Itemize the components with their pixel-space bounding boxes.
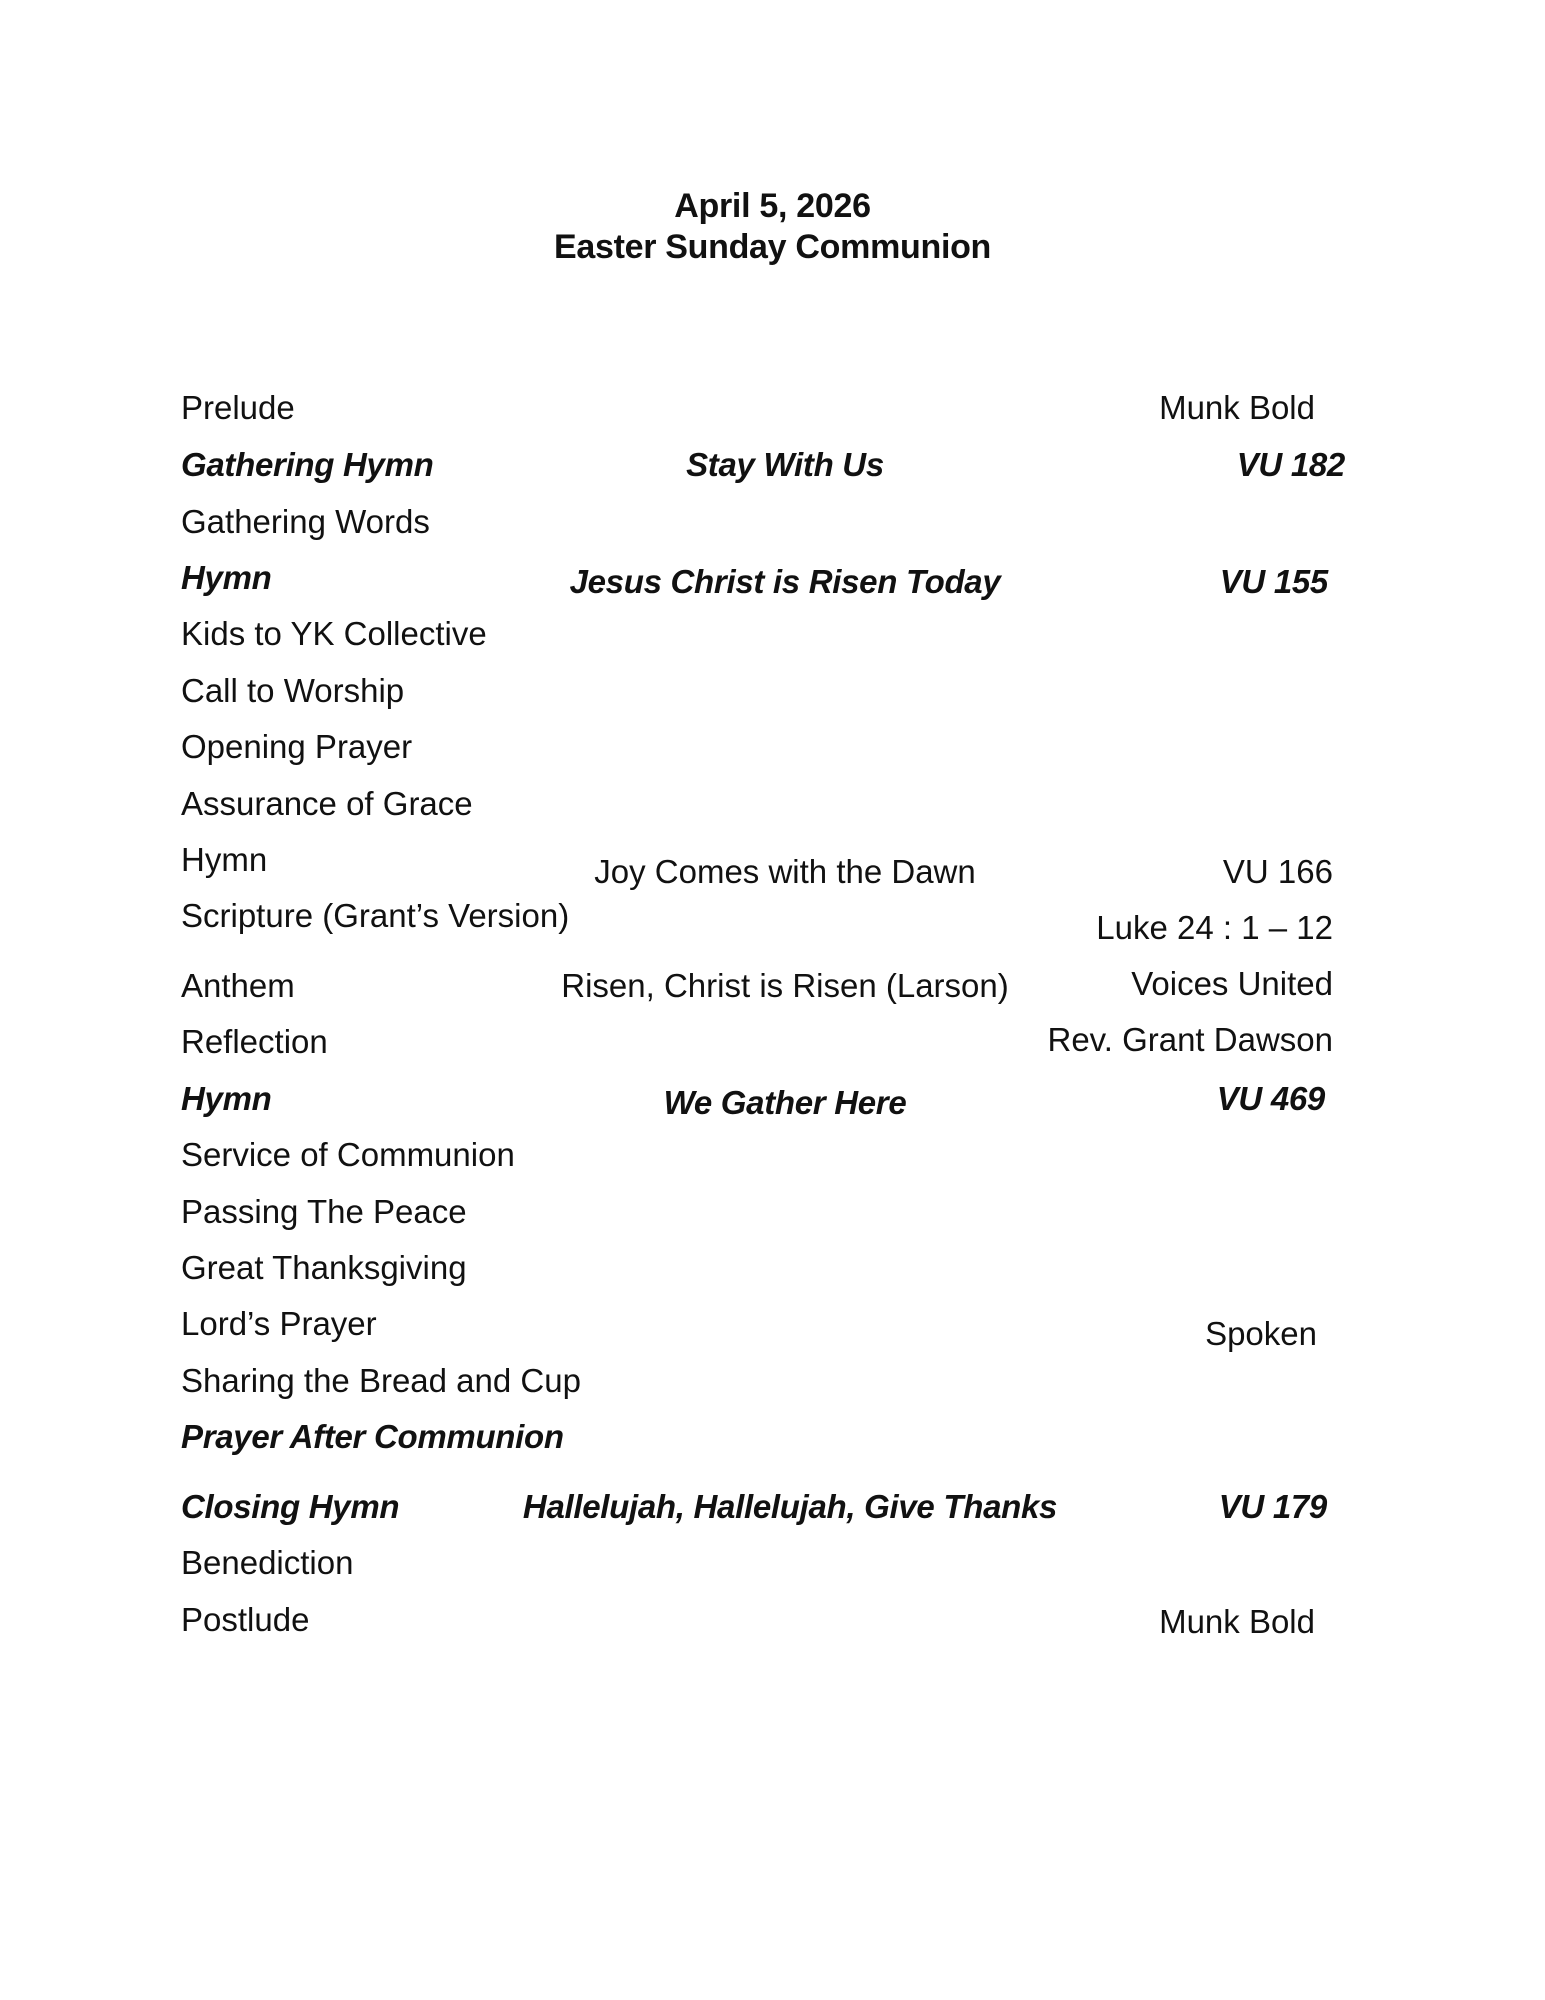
item-label: Postlude [181,1601,310,1638]
item-label: Assurance of Grace [181,785,473,822]
order-item-opening-prayer [0,725,1545,773]
item-label: Lord’s Prayer [181,1305,377,1342]
hymn-title: Hallelujah, Hallelujah, Give Thanks [522,1488,1058,1525]
anthem-title: Risen, Christ is Risen (Larson) [561,967,1009,1004]
order-item-reflection [0,1020,1545,1068]
order-item-great-thanksgiving [0,1246,1545,1294]
order-item-assurance [0,782,1545,830]
item-label: Kids to YK Collective [181,615,487,652]
choir-name: Voices United [1131,965,1333,1002]
item-label: Anthem [181,967,295,1004]
hymnal-number: VU 182 [1236,446,1345,483]
item-label: Gathering Words [181,503,430,540]
order-item-benediction [0,1541,1545,1589]
item-label: Benediction [181,1544,354,1581]
order-item-scripture [0,894,1545,946]
order-item-prelude [0,386,1545,434]
item-label: Hymn [181,841,268,878]
order-item-closing-hymn [0,1485,1545,1533]
order-item-lords-prayer [0,1302,1545,1350]
order-item-call-to-worship [0,669,1545,717]
item-label: Reflection [181,1023,328,1060]
service-title: Easter Sunday Communion [553,228,992,266]
hymnal-number: VU 469 [1216,1080,1325,1117]
hymnal-number: VU 179 [1218,1488,1327,1525]
order-item-gathering-words [0,500,1545,548]
item-label: Great Thanksgiving [181,1249,467,1286]
item-label: Passing The Peace [181,1193,467,1230]
order-item-sharing-bread [0,1359,1545,1407]
order-item-hymn-2 [0,838,1545,890]
item-reference: Munk Bold [1159,389,1315,426]
order-item-anthem [0,964,1545,1012]
scripture-reference: Luke 24 : 1 – 12 [1096,909,1333,946]
prayer-note: Spoken [1205,1315,1317,1352]
order-item-hymn-1 [0,556,1545,604]
order-item-communion [0,1133,1545,1181]
hymnal-number: VU 166 [1222,853,1333,890]
hymn-title: Stay With Us [686,446,884,483]
order-item-postlude [0,1598,1545,1646]
item-label: Hymn [181,559,272,596]
item-label: Prelude [181,389,295,426]
item-reference: Munk Bold [1159,1603,1315,1640]
item-label: Opening Prayer [181,728,413,765]
order-item-kids [0,612,1545,660]
hymn-title: We Gather Here [663,1084,907,1121]
speaker-name: Rev. Grant Dawson [1047,1021,1333,1058]
item-label: Closing Hymn [181,1488,400,1525]
hymnal-number: VU 155 [1219,563,1328,600]
item-label: Gathering Hymn [181,446,434,483]
order-item-gathering-hymn [0,443,1545,491]
item-label: Scripture (Grant’s Version) [181,897,570,934]
service-date: April 5, 2026 [674,187,871,225]
item-label: Service of Communion [181,1136,515,1173]
item-label: Sharing the Bread and Cup [181,1362,581,1399]
item-label: Prayer After Communion [181,1418,564,1455]
order-item-prayer-after-communion [0,1415,1545,1463]
order-item-hymn-3 [0,1077,1545,1125]
order-item-passing-peace [0,1190,1545,1238]
hymn-title: Jesus Christ is Risen Today [569,563,1001,600]
item-label: Hymn [181,1080,272,1117]
hymn-title: Joy Comes with the Dawn [594,853,976,890]
item-label: Call to Worship [181,672,405,709]
